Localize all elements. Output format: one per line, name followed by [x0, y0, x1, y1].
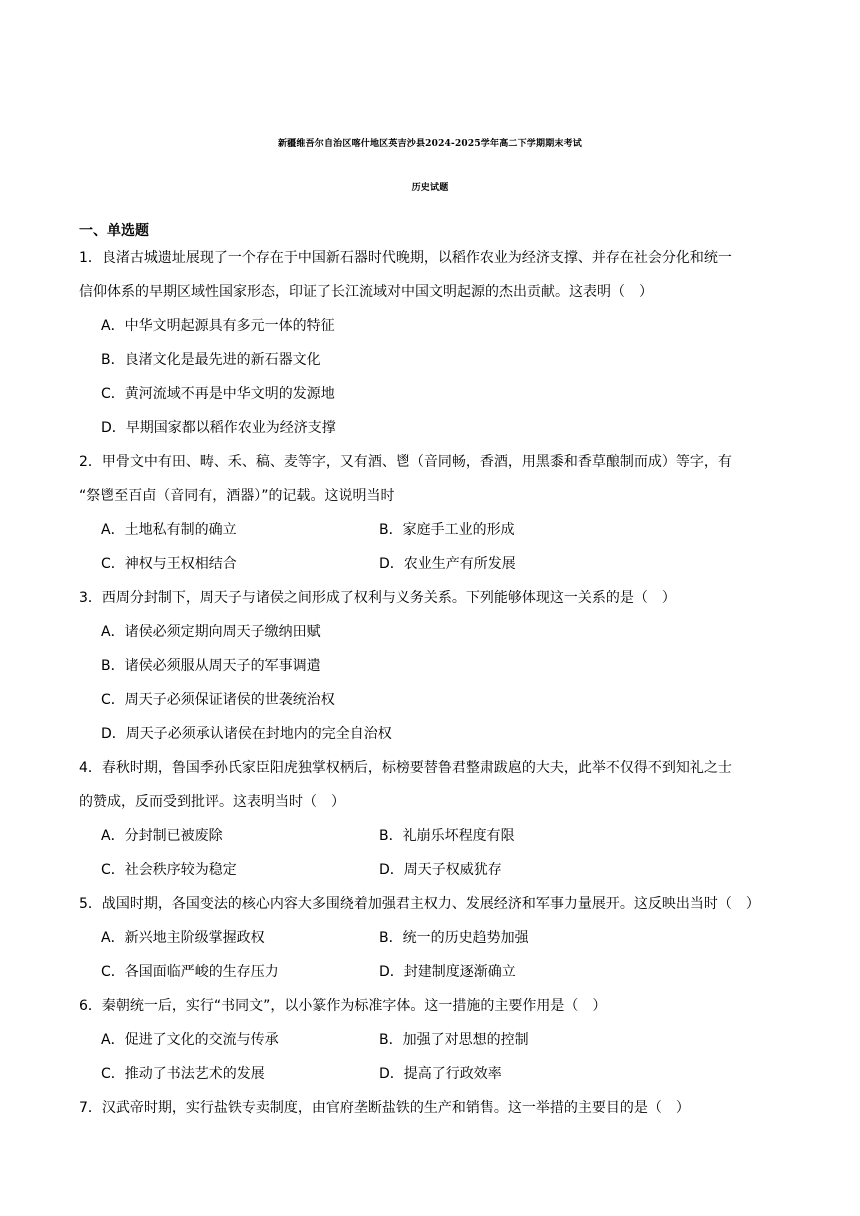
- question-7-line-1: 7．汉武帝时期，实行盐铁专卖制度，由官府垄断盐铁的生产和销售。这一举措的主要目的是（ ）: [79, 1100, 690, 1116]
- question-6-line-1: 6．秦朝统一后，实行“书同文”，以小篆作为标准字体。这一措施的主要作用是（ ）: [79, 998, 607, 1014]
- question-3-option-c: C．周天子必须保证诸侯的世袭统治权: [101, 692, 335, 708]
- question-1-option-c: C．黄河流域不再是中华文明的发源地: [101, 386, 335, 402]
- question-1-option-d: D．早期国家都以稻作农业为经济支撑: [101, 420, 336, 436]
- question-1-line-2: 信仰体系的早期区域性国家形态，印证了长江流域对中国文明起源的杰出贡献。这表明（ ）: [79, 284, 653, 300]
- question-1-line-1: 1．良渚古城遗址展现了一个存在于中国新石器时代晚期，以稻作农业为经济支撑、并存在社会分化和统一: [79, 250, 732, 266]
- question-6-option-c: C．推动了书法艺术的发展: [101, 1066, 265, 1082]
- question-5-option-b: B．统一的历史趋势加强: [379, 930, 529, 946]
- question-2-line-1: 2．甲骨文中有田、畴、禾、稿、麦等字，又有酒、鬯（音同畅，香酒，用黑黍和香草酿制而成）等字，有: [79, 454, 732, 470]
- exam-title: 新疆维吾尔自治区喀什地区英吉沙县2024-2025学年高二下学期期末考试: [277, 139, 583, 149]
- question-2-line-2: “祭鬯至百卣（音同有，酒器）”的记载。这说明当时: [79, 488, 395, 504]
- question-4-option-c: C．社会秩序较为稳定: [101, 862, 237, 878]
- question-5-option-c: C．各国面临严峻的生存压力: [101, 964, 279, 980]
- question-4-line-2: 的赞成，反而受到批评。这表明当时（ ）: [79, 794, 345, 810]
- question-2-option-c: C．神权与王权相结合: [101, 556, 237, 572]
- question-1-option-b: B．良渚文化是最先进的新石器文化: [101, 352, 321, 368]
- question-3-option-d: D．周天子必须承认诸侯在封地内的完全自治权: [101, 726, 392, 742]
- question-4-option-b: B．礼崩乐坏程度有限: [379, 828, 515, 844]
- question-4-option-d: D．周天子权威犹存: [379, 862, 502, 878]
- exam-subtitle: 历史试题: [411, 183, 449, 193]
- question-6-option-b: B．加强了对思想的控制: [379, 1032, 529, 1048]
- question-2-option-a: A．土地私有制的确立: [101, 522, 237, 538]
- question-3-option-a: A．诸侯必须定期向周天子缴纳田赋: [101, 624, 321, 640]
- question-2-option-d: D．农业生产有所发展: [379, 556, 516, 572]
- section-heading: 一、单选题: [79, 223, 149, 239]
- question-5-option-a: A．新兴地主阶级掌握政权: [101, 930, 265, 946]
- question-6-option-a: A．促进了文化的交流与传承: [101, 1032, 279, 1048]
- question-3-option-b: B．诸侯必须服从周天子的军事调遣: [101, 658, 321, 674]
- question-5-option-d: D．封建制度逐渐确立: [379, 964, 516, 980]
- question-4-option-a: A．分封制已被废除: [101, 828, 223, 844]
- question-4-line-1: 4．春秋时期，鲁国季孙氏家臣阳虎独掌权柄后，标榜要替鲁君整肃跋扈的大夫，此举不仅得不到知礼之士: [79, 760, 732, 776]
- question-5-line-1: 5．战国时期，各国变法的核心内容大多围绕着加强君主权力、发展经济和军事力量展开。这反映出当时（ ）: [79, 896, 760, 912]
- question-2-option-b: B．家庭手工业的形成: [379, 522, 515, 538]
- question-6-option-d: D．提高了行政效率: [379, 1066, 502, 1082]
- question-3-line-1: 3．西周分封制下，周天子与诸侯之间形成了权利与义务关系。下列能够体现这一关系的是（ ）: [79, 590, 676, 606]
- question-1-option-a: A．中华文明起源具有多元一体的特征: [101, 318, 335, 334]
